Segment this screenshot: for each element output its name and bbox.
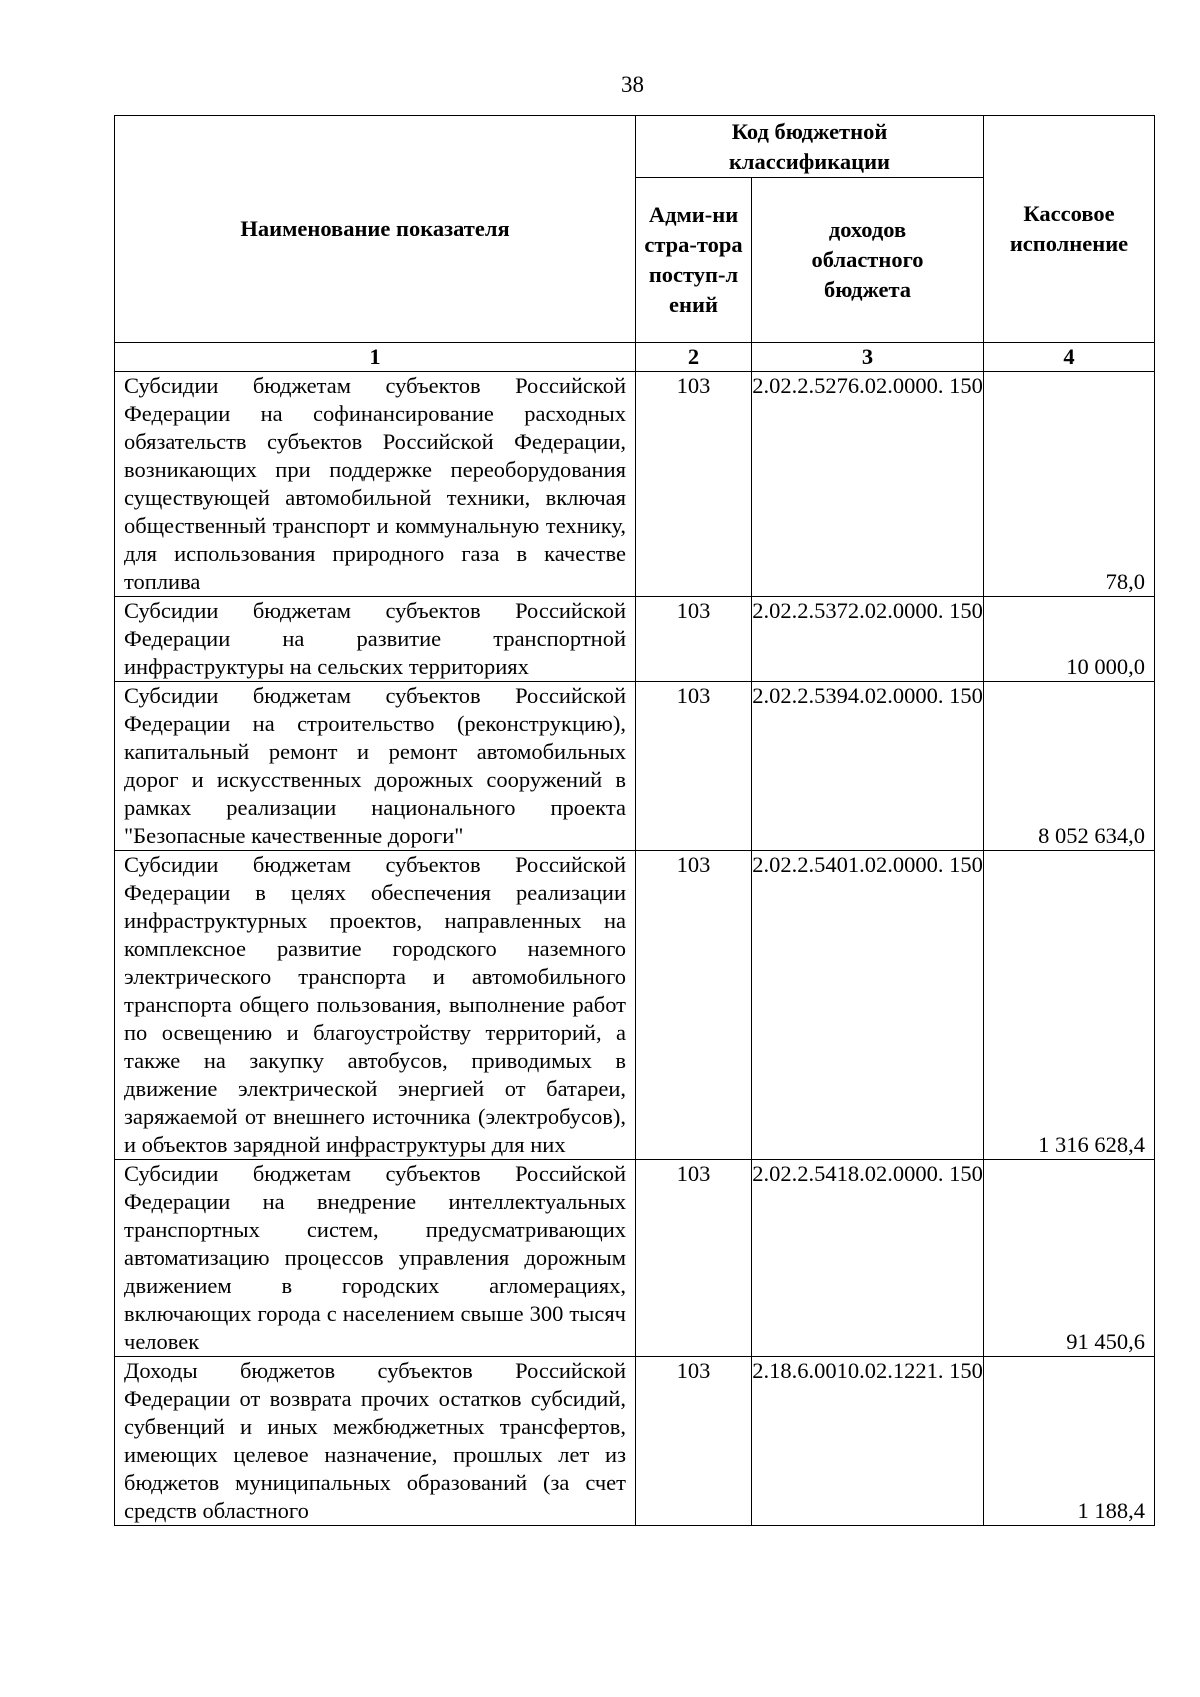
header-name: Наименование показателя: [115, 116, 636, 343]
row-amount: 91 450,6: [984, 1160, 1155, 1357]
table-row: [115, 682, 1155, 851]
row-income-code: 2.02.2.5401.02.0000. 150: [752, 851, 984, 1160]
table-row: [115, 851, 1155, 1160]
row-name: Субсидии бюджетам субъектов Российской Федерации на внедрение интеллектуальных транспортных систем, предусматривающих автоматизацию процессов управления дорожным движением в городских агломерациях, включающих города с населением свыше 300 тысяч человек: [115, 1160, 636, 1357]
row-name: Субсидии бюджетам субъектов Российской Федерации на развитие транспортной инфраструктуры на сельских территориях: [115, 597, 636, 682]
column-number-2: 2: [636, 343, 752, 372]
row-amount: 78,0: [984, 372, 1155, 597]
header-administrator-text: Адми-нистра-тора поступ-лений: [644, 202, 743, 317]
table-row: [115, 372, 1155, 597]
row-admin-code: 103: [636, 1160, 752, 1357]
header-code-group: [636, 116, 984, 178]
row-income-code: 2.02.2.5418.02.0000. 150: [752, 1160, 984, 1357]
header-administrator: [636, 178, 752, 343]
budget-table: [114, 115, 1155, 1526]
table-row: [115, 1357, 1155, 1526]
header-income: [752, 178, 984, 343]
header-code-group-text: Код бюджетной классификации: [728, 118, 891, 174]
column-number-3: 3: [752, 343, 984, 372]
row-income-code: 2.18.6.0010.02.1221. 150: [752, 1357, 984, 1526]
row-income-code: 2.02.2.5394.02.0000. 150: [752, 682, 984, 851]
row-name: Субсидии бюджетам субъектов Российской Федерации на строительство (реконструкцию), капитальный ремонт и ремонт автомобильных дорог и искусственных дорожных сооружений в рамках реализации национального проекта "Безопасные качественные дороги": [115, 682, 636, 851]
row-amount: 1 316 628,4: [984, 851, 1155, 1160]
header-execution: [984, 116, 1155, 343]
page-number: 38: [621, 72, 644, 97]
column-number-4: 4: [984, 343, 1155, 372]
table-row: [115, 597, 1155, 682]
row-amount: 10 000,0: [984, 597, 1155, 682]
row-admin-code: 103: [636, 372, 752, 597]
row-admin-code: 103: [636, 851, 752, 1160]
row-admin-code: 103: [636, 597, 752, 682]
row-name: Субсидии бюджетам субъектов Российской Федерации в целях обеспечения реализации инфраструктурных проектов, направленных на комплексное развитие городского наземного электрического транспорта и автомобильного транспорта общего пользования, выполнение работ по освещению и благоустройству территорий, а также на закупку автобусов, приводимых в движение электрической энергией от батареи, заряжаемой от внешнего источника (электробусов), и объектов зарядной инфраструктуры для них: [115, 851, 636, 1160]
table-row: [115, 1160, 1155, 1357]
row-name: Субсидии бюджетам субъектов Российской Федерации на софинансирование расходных обязательств субъектов Российской Федерации, возникающих при поддержке переоборудования существующей автомобильной техники, включая общественный транспорт и коммунальную технику, для использования природного газа в качестве топлива: [115, 372, 636, 597]
row-income-code: 2.02.2.5372.02.0000. 150: [752, 597, 984, 682]
row-amount: 8 052 634,0: [984, 682, 1155, 851]
header-execution-text: Кассовое исполнение: [1009, 201, 1129, 256]
column-number-1: 1: [115, 343, 636, 372]
row-admin-code: 103: [636, 682, 752, 851]
header-income-text: доходов областного бюджета: [811, 217, 924, 302]
row-amount: 1 188,4: [984, 1357, 1155, 1526]
row-admin-code: 103: [636, 1357, 752, 1526]
row-income-code: 2.02.2.5276.02.0000. 150: [752, 372, 984, 597]
row-name: Доходы бюджетов субъектов Российской Федерации от возврата прочих остатков субсидий, субвенций и иных межбюджетных трансфертов, имеющих целевое назначение, прошлых лет из бюджетов муниципальных образований (за счет средств областного: [115, 1357, 636, 1526]
